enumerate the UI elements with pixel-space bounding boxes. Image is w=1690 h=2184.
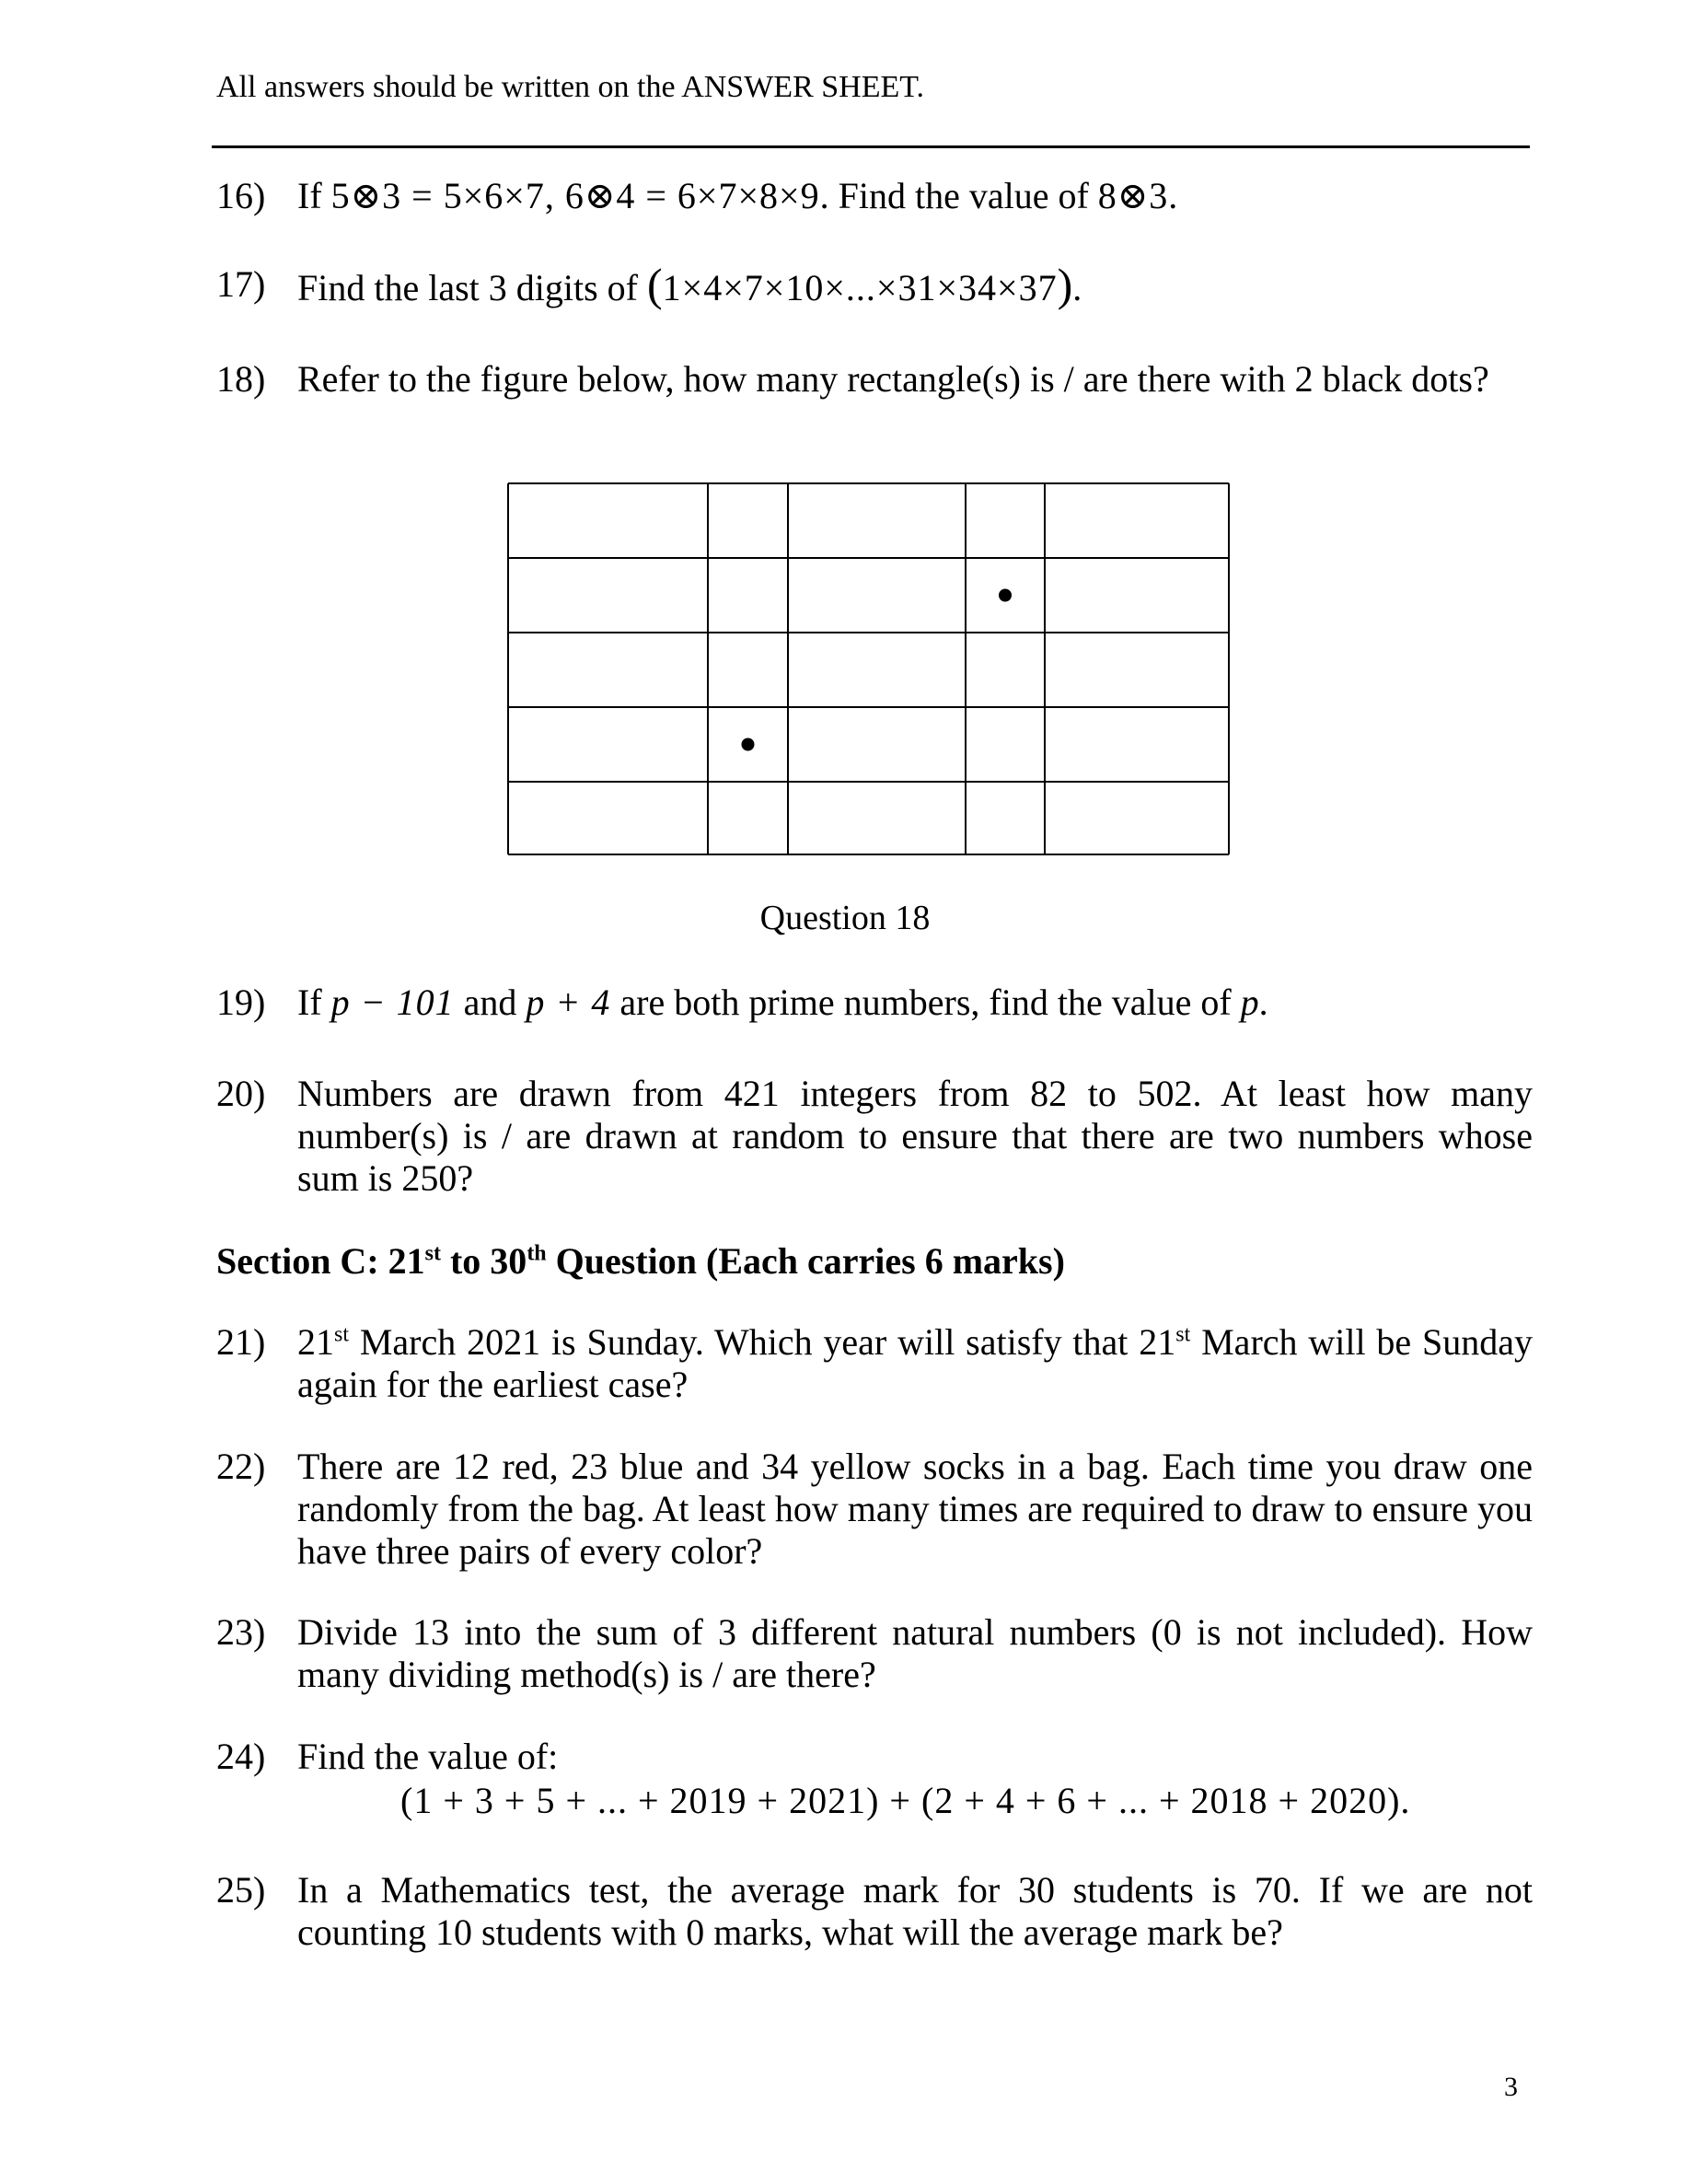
- math-expression: 8⊗3: [1097, 175, 1169, 216]
- question-20: [216, 1073, 1533, 1200]
- question-number: 21): [216, 1321, 266, 1363]
- question-text: Refer to the figure below, how many rectangle(s) is / are there with 2 black dots?: [297, 358, 1489, 400]
- question-number: 25): [216, 1869, 266, 1911]
- question-text: [297, 175, 1533, 217]
- text-segment: and: [454, 982, 527, 1023]
- question-18-grid-figure: [507, 482, 1230, 855]
- question-number: 23): [216, 1611, 266, 1653]
- question-number: 19): [216, 982, 266, 1023]
- text-segment: .: [1072, 267, 1082, 308]
- header-divider: [212, 145, 1530, 148]
- superscript: th: [527, 1241, 547, 1266]
- superscript: st: [334, 1322, 350, 1347]
- math-expression: p + 4: [526, 982, 611, 1023]
- close-parenthesis: ): [1057, 259, 1073, 310]
- black-dot: [999, 589, 1012, 602]
- question-text: [297, 1321, 1533, 1406]
- question-18: [216, 358, 1533, 401]
- question-number: 16): [216, 175, 266, 216]
- text-segment: March will be Sunday again for the earliest case?: [297, 1321, 1534, 1405]
- text-segment: . Find the value of: [819, 175, 1098, 216]
- text-segment: .: [1168, 175, 1178, 216]
- question-24: [216, 1736, 1533, 1822]
- superscript: st: [424, 1241, 441, 1266]
- text-segment: If: [297, 175, 331, 216]
- figure-caption: Question 18: [759, 899, 931, 937]
- question-23: [216, 1611, 1533, 1696]
- text-segment: Section C: 21: [216, 1240, 425, 1282]
- question-text: [297, 1736, 1533, 1822]
- variable: p: [1240, 982, 1259, 1023]
- text-segment: If: [297, 982, 331, 1023]
- answer-sheet-instruction: All answers should be written on the ANSWER SHEET.: [216, 70, 925, 104]
- math-expression: 1×4×7×10×...×31×34×37: [662, 267, 1058, 308]
- question-text: In a Mathematics test, the average mark for 30 students is 70. If we are not counting 10 students with 0 marks, what will the average mark be?: [297, 1869, 1533, 1953]
- question-number: 24): [216, 1736, 266, 1777]
- text-segment: Question (Each carries 6 marks): [546, 1240, 1065, 1282]
- math-expression: 5⊗3 = 5×6×7, 6⊗4 = 6×7×8×9: [330, 175, 820, 216]
- question-number: 22): [216, 1446, 266, 1487]
- question-17: [216, 259, 1533, 310]
- text-segment: to 30: [440, 1240, 527, 1282]
- open-parenthesis: (: [647, 259, 663, 310]
- question-19: [216, 982, 1533, 1024]
- question-text: There are 12 red, 23 blue and 34 yellow socks in a bag. Each time you draw one randomly from the bag. At least how many times are required to draw to ensure you have three pairs of every color?: [297, 1446, 1533, 1572]
- text-segment: .: [1258, 982, 1268, 1023]
- text-segment: Find the last 3 digits of: [297, 267, 647, 308]
- question-16: [216, 175, 1533, 217]
- math-expression: p − 101: [330, 982, 455, 1023]
- question-number: 20): [216, 1073, 266, 1114]
- question-22: [216, 1446, 1533, 1573]
- question-text: Divide 13 into the sum of 3 different natural numbers (0 is not included). How many dividing method(s) is / are there?: [297, 1611, 1533, 1695]
- page-number: 3: [1504, 2072, 1518, 2102]
- black-dot: [742, 738, 755, 751]
- math-expression: (1 + 3 + 5 + ... + 2019 + 2021) + (2 + 4 + 6 + ... + 2018 + 2020).: [400, 1780, 1411, 1821]
- question-prompt: Find the value of:: [297, 1736, 559, 1777]
- question-number: 17): [216, 263, 266, 305]
- question-text: [297, 982, 1533, 1024]
- text-segment: are both prime numbers, find the value of: [610, 982, 1241, 1023]
- question-25: [216, 1869, 1533, 1954]
- question-text: Numbers are drawn from 421 integers from 82 to 502. At least how many number(s) is / are drawn at random to ensure that there are two numbers whose sum is 250?: [297, 1073, 1533, 1199]
- question-number: 18): [216, 358, 266, 400]
- section-c-heading: [216, 1239, 1065, 1283]
- question-text: [297, 259, 1533, 310]
- superscript: st: [1175, 1322, 1191, 1347]
- text-segment: March 2021 is Sunday. Which year will satisfy that 21: [349, 1321, 1176, 1363]
- question-21: [216, 1321, 1533, 1406]
- text-segment: 21: [297, 1321, 334, 1363]
